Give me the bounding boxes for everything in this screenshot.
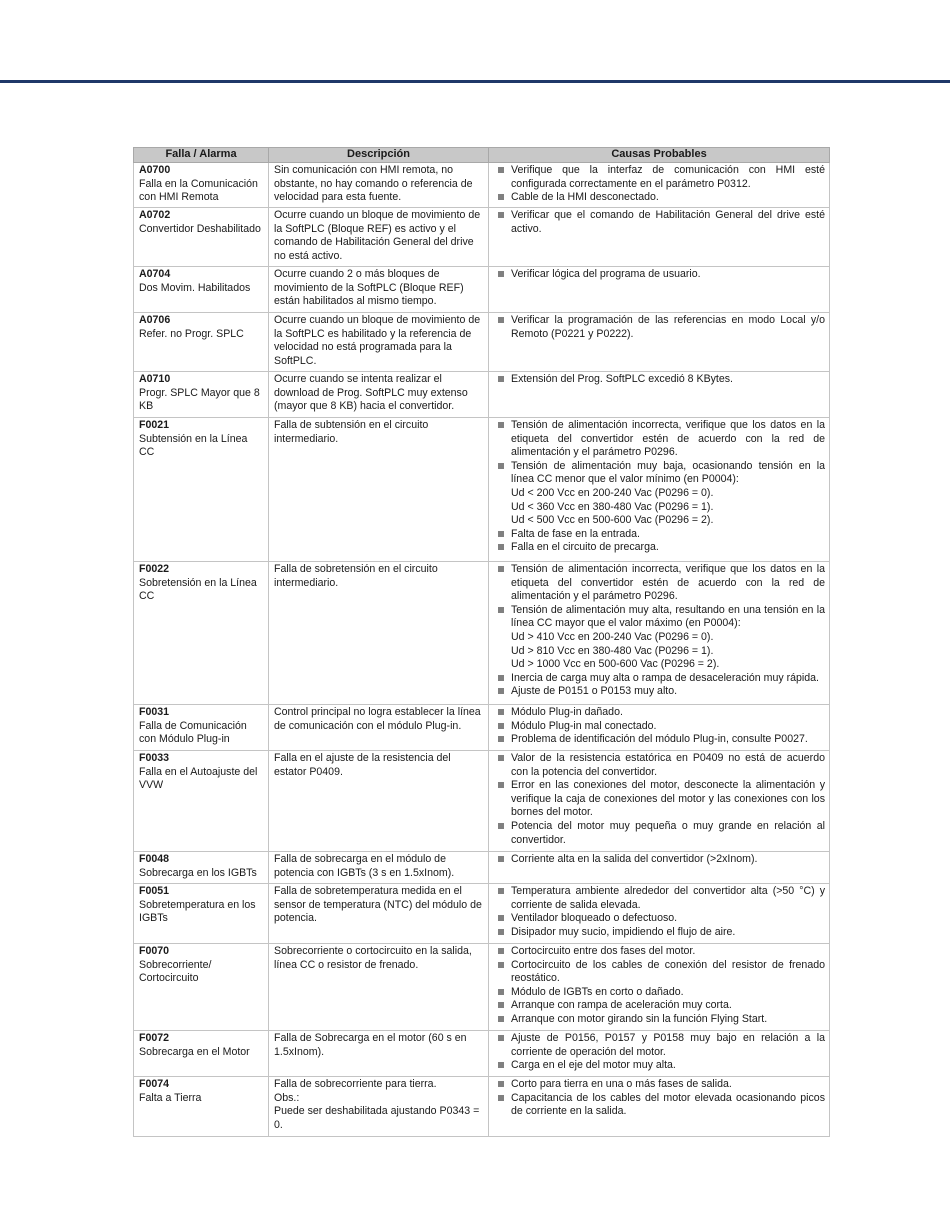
cause-item: Cortocircuito de los cables de conexión del resistor de frenado reostático. [494, 959, 825, 986]
causes-list [494, 314, 825, 341]
description-text: Ocurre cuando un bloque de movimiento de la SoftPLC es habilitado y la referencia de velocidad no está programada para la SoftPLC. [274, 314, 481, 367]
fault-code: F0072 [139, 1032, 170, 1044]
causes-list [494, 945, 825, 1027]
description-cell [269, 705, 489, 751]
header-rule [0, 80, 950, 83]
fault-name: Sobretensión en la Línea CC [139, 576, 257, 603]
causes-cell [489, 1077, 830, 1137]
cause-subline: Ud < 500 Vcc en 500-600 Vac (P0296 = 2). [511, 514, 714, 527]
fault-cell [134, 163, 269, 208]
causes-cell [489, 884, 830, 944]
description-cell [269, 944, 489, 1031]
description-cell [269, 751, 489, 852]
fault-name: Progr. SPLC Mayor que 8 KB [139, 386, 260, 413]
fault-code: A0706 [139, 314, 171, 326]
cause-item: Arranque con motor girando sin la función Flying Start. [494, 1013, 825, 1027]
header-causas: Causas Probables [489, 148, 830, 163]
header-falla: Falla / Alarma [134, 148, 269, 163]
cause-item: Temperatura ambiente alrededor del convertidor alta (>50 °C) y corriente de salida elevada. [494, 885, 825, 912]
fault-code: F0070 [139, 945, 170, 957]
causes-list [494, 1032, 825, 1073]
fault-code: A0704 [139, 268, 171, 280]
cause-item: Capacitancia de los cables del motor elevada ocasionando picos de corriente en la salida. [494, 1092, 825, 1119]
causes-cell [489, 944, 830, 1031]
cause-item: Módulo Plug-in dañado. [494, 706, 825, 720]
table-row [134, 313, 830, 372]
description-cell [269, 852, 489, 884]
cause-item: Verifique que la interfaz de comunicación con HMI esté configurada correctamente en el parámetro P0312. [494, 164, 825, 191]
cause-item: Corto para tierra en una o más fases de salida. [494, 1078, 825, 1092]
fault-table [133, 147, 830, 1137]
table-row [134, 418, 830, 562]
table-header-row [134, 148, 830, 163]
description-text: Falla de sobretemperatura medida en el sensor de temperatura (NTC) del módulo de potencia. [274, 885, 482, 925]
causes-cell [489, 372, 830, 418]
cause-item: Falta de fase en la entrada. [494, 528, 825, 542]
cause-item: Problema de identificación del módulo Plug-in, consulte P0027. [494, 733, 825, 747]
table-row [134, 751, 830, 852]
fault-name: Refer. no Progr. SPLC [139, 327, 244, 340]
table-row [134, 372, 830, 418]
description-text: Control principal no logra establecer la línea de comunicación con el módulo Plug-in. [274, 706, 481, 732]
causes-list [494, 1078, 825, 1119]
table-row [134, 1077, 830, 1137]
fault-code: F0048 [139, 853, 170, 865]
fault-code: F0022 [139, 563, 170, 575]
fault-cell [134, 418, 269, 562]
cause-subline: Ud > 410 Vcc en 200-240 Vac (P0296 = 0). [511, 630, 714, 643]
fault-code: F0074 [139, 1078, 170, 1090]
fault-cell [134, 372, 269, 418]
causes-list [494, 563, 825, 699]
causes-cell [489, 705, 830, 751]
description-text: Ocurre cuando 2 o más bloques de movimiento de la SoftPLC (Bloque REF) están habilitados al mismo tiempo. [274, 268, 464, 308]
cause-item: Verificar la programación de las referencias en modo Local y/o Remoto (P0221 y P0222). [494, 314, 825, 341]
fault-code: F0033 [139, 752, 170, 764]
table-row [134, 208, 830, 267]
description-cell [269, 267, 489, 313]
description-text: Falla de Sobrecarga en el motor (60 s en 1.5xInom). [274, 1032, 467, 1058]
fault-code: F0031 [139, 706, 170, 718]
cause-subline: Ud < 360 Vcc en 380-480 Vac (P0296 = 1). [511, 500, 714, 513]
table-row [134, 944, 830, 1031]
cause-item: Valor de la resistencia estatórica en P0409 no está de acuerdo con la potencia del convertidor. [494, 752, 825, 779]
cause-item: Verificar que el comando de Habilitación General del drive esté activo. [494, 209, 825, 236]
cause-item: Ajuste de P0151 o P0153 muy alto. [494, 685, 825, 699]
causes-list [494, 752, 825, 847]
cause-item: Tensión de alimentación muy baja, ocasionando tensión en la línea CC menor que el valor mínimo (en P0004): [494, 460, 825, 487]
causes-cell [489, 267, 830, 313]
description-text: Falla en el ajuste de la resistencia del estator P0409. [274, 752, 451, 778]
description-obs-label: Obs.: [274, 1091, 300, 1104]
causes-list [494, 268, 825, 282]
fault-cell [134, 884, 269, 944]
description-cell [269, 884, 489, 944]
fault-cell [134, 705, 269, 751]
fault-name: Sobrecarga en los IGBTs [139, 866, 257, 879]
causes-cell [489, 313, 830, 372]
cause-item: Carga en el eje del motor muy alta. [494, 1059, 825, 1073]
description-obs-text: Puede ser deshabilitada ajustando P0343 = 0. [274, 1105, 480, 1131]
table-row [134, 562, 830, 705]
fault-cell [134, 313, 269, 372]
fault-name: Falla en el Autoajuste del VVW [139, 765, 258, 792]
fault-name: Subtensión en la Línea CC [139, 432, 248, 459]
fault-name: Falta a Tierra [139, 1091, 202, 1104]
cause-item: Cortocircuito entre dos fases del motor. [494, 945, 825, 959]
description-cell [269, 372, 489, 418]
fault-name: Convertidor Deshabilitado [139, 222, 261, 235]
table-row [134, 1031, 830, 1077]
cause-subline: Ud > 810 Vcc en 380-480 Vac (P0296 = 1). [511, 644, 714, 657]
description-cell [269, 418, 489, 562]
causes-list [494, 706, 825, 747]
cause-item: Potencia del motor muy pequeña o muy grande en relación al convertidor. [494, 820, 825, 847]
fault-code: A0700 [139, 164, 171, 176]
fault-name: Sobrecarga en el Motor [139, 1045, 250, 1058]
fault-name: Falla en la Comunicación con HMI Remota [139, 177, 258, 204]
table-row [134, 884, 830, 944]
causes-cell [489, 562, 830, 705]
causes-cell [489, 751, 830, 852]
fault-cell [134, 751, 269, 852]
cause-item: Corriente alta en la salida del convertidor (>2xInom). [494, 853, 825, 867]
fault-cell [134, 1031, 269, 1077]
description-text: Falla de subtensión en el circuito intermediario. [274, 419, 429, 445]
description-cell [269, 163, 489, 208]
fault-code: A0710 [139, 373, 171, 385]
cause-item: Tensión de alimentación muy alta, resultando en una tensión en la línea CC mayor que el valor máximo (en P0004): [494, 604, 825, 631]
causes-list [494, 885, 825, 939]
cause-item: Verificar lógica del programa de usuario. [494, 268, 825, 282]
description-cell [269, 562, 489, 705]
cause-item: Ajuste de P0156, P0157 y P0158 muy bajo en relación a la corriente de operación del motor. [494, 1032, 825, 1059]
description-cell [269, 208, 489, 267]
description-cell [269, 313, 489, 372]
causes-cell [489, 1031, 830, 1077]
fault-table-container [133, 147, 829, 1137]
description-text: Sobrecorriente o cortocircuito en la salida, línea CC o resistor de frenado. [274, 945, 472, 971]
cause-item: Módulo Plug-in mal conectado. [494, 720, 825, 734]
description-text: Sin comunicación con HMI remota, no obstante, no hay comando o referencia de velocidad para esta fuente. [274, 164, 473, 204]
header-descripcion: Descripción [269, 148, 489, 163]
fault-code: F0021 [139, 419, 170, 431]
cause-item: Módulo de IGBTs en corto o dañado. [494, 986, 825, 1000]
table-row [134, 267, 830, 313]
description-text: Ocurre cuando un bloque de movimiento de la SoftPLC (Bloque REF) es activo y el comando de Habilitación General del drive no está activo. [274, 209, 481, 262]
causes-list [494, 853, 825, 867]
causes-cell [489, 418, 830, 562]
causes-list [494, 209, 825, 236]
cause-item: Error en las conexiones del motor, desconecte la alimentación y verifique la caja de conexiones del motor y las conexiones con los bornes del motor. [494, 779, 825, 820]
table-row [134, 852, 830, 884]
cause-item: Tensión de alimentación incorrecta, verifique que los datos en la etiqueta del convertidor estén de acuerdo con la red de alimentación y el parámetro P0296. [494, 563, 825, 604]
fault-name: Sobretemperatura en los IGBTs [139, 898, 256, 925]
fault-code: F0051 [139, 885, 170, 897]
causes-cell [489, 208, 830, 267]
description-text: Falla de sobrecorriente para tierra. [274, 1078, 437, 1090]
fault-cell [134, 267, 269, 313]
fault-code: A0702 [139, 209, 171, 221]
cause-item: Cable de la HMI desconectado. [494, 191, 825, 205]
causes-cell [489, 163, 830, 208]
fault-cell [134, 944, 269, 1031]
fault-cell [134, 562, 269, 705]
cause-item: Arranque con rampa de aceleración muy corta. [494, 999, 825, 1013]
cause-item: Inercia de carga muy alta o rampa de desaceleración muy rápida. [494, 672, 825, 686]
description-cell [269, 1077, 489, 1137]
fault-cell [134, 208, 269, 267]
description-cell [269, 1031, 489, 1077]
fault-name: Sobrecorriente/ Cortocircuito [139, 958, 212, 985]
table-row [134, 163, 830, 208]
cause-item: Extensión del Prog. SoftPLC excedió 8 KBytes. [494, 373, 825, 387]
description-text: Falla de sobretensión en el circuito intermediario. [274, 563, 438, 589]
causes-list [494, 373, 825, 387]
table-row [134, 705, 830, 751]
cause-item: Disipador muy sucio, impidiendo el flujo de aire. [494, 926, 825, 940]
fault-name: Dos Movim. Habilitados [139, 281, 251, 294]
causes-list [494, 164, 825, 205]
cause-subline: Ud > 1000 Vcc en 500-600 Vac (P0296 = 2). [511, 658, 720, 671]
fault-cell [134, 852, 269, 884]
cause-item: Tensión de alimentación incorrecta, verifique que los datos en la etiqueta del convertidor estén de acuerdo con la red de alimentación y el parámetro P0296. [494, 419, 825, 460]
description-text: Ocurre cuando se intenta realizar el download de Prog. SoftPLC muy extenso (mayor que 8 KB) hacia el convertidor. [274, 373, 468, 413]
cause-subline: Ud < 200 Vcc en 200-240 Vac (P0296 = 0). [511, 486, 714, 499]
fault-cell [134, 1077, 269, 1137]
fault-name: Falla de Comunicación con Módulo Plug-in [139, 719, 247, 746]
cause-item: Ventilador bloqueado o defectuoso. [494, 912, 825, 926]
cause-item: Falla en el circuito de precarga. [494, 541, 825, 555]
causes-cell [489, 852, 830, 884]
description-text: Falla de sobrecarga en el módulo de potencia con IGBTs (3 s en 1.5xInom). [274, 853, 455, 879]
causes-list [494, 419, 825, 555]
